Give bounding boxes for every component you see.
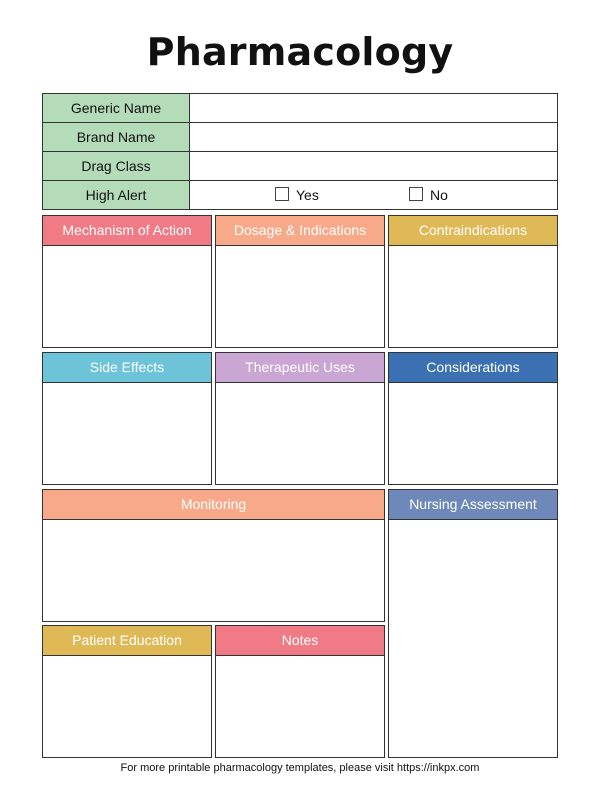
brand-name-field[interactable] bbox=[190, 123, 558, 152]
notes-header: Notes bbox=[216, 626, 384, 656]
high-alert-yes-checkbox[interactable] bbox=[275, 187, 289, 201]
mechanism-of-action-section bbox=[42, 215, 212, 348]
footer-text: For more printable pharmacology templates, please visit https://inkpx.com bbox=[120, 762, 480, 774]
side-effects-section bbox=[42, 352, 212, 485]
monitoring-section bbox=[42, 489, 385, 622]
high-alert-field bbox=[190, 181, 558, 210]
nursing-assessment-header: Nursing Assessment bbox=[389, 490, 557, 520]
therapeutic-uses-area[interactable] bbox=[216, 383, 384, 485]
considerations-header: Considerations bbox=[389, 353, 557, 383]
patient-education-header: Patient Education bbox=[43, 626, 211, 656]
nursing-assessment-area[interactable] bbox=[389, 520, 557, 758]
therapeutic-uses-section bbox=[215, 352, 385, 485]
patient-education-area[interactable] bbox=[43, 656, 211, 758]
considerations-area[interactable] bbox=[389, 383, 557, 485]
info-row-drug-class bbox=[43, 152, 558, 181]
monitoring-header: Monitoring bbox=[43, 490, 384, 520]
high-alert-no-label: No bbox=[430, 187, 448, 203]
dosage-indications-section bbox=[215, 215, 385, 348]
info-row-brand-name bbox=[43, 123, 558, 152]
notes-area[interactable] bbox=[216, 656, 384, 758]
mechanism-of-action-area[interactable] bbox=[43, 246, 211, 348]
drug-class-field[interactable] bbox=[190, 152, 558, 181]
notes-section bbox=[215, 625, 385, 758]
page-title: Pharmacology bbox=[146, 30, 454, 74]
contraindications-section bbox=[388, 215, 558, 348]
side-effects-area[interactable] bbox=[43, 383, 211, 485]
info-row-high-alert bbox=[43, 181, 558, 210]
generic-name-label: Generic Name bbox=[43, 94, 190, 123]
mechanism-of-action-header: Mechanism of Action bbox=[43, 216, 211, 246]
contraindications-area[interactable] bbox=[389, 246, 557, 348]
drug-class-label: Drag Class bbox=[43, 152, 190, 181]
high-alert-no-checkbox[interactable] bbox=[409, 187, 423, 201]
dosage-indications-area[interactable] bbox=[216, 246, 384, 348]
monitoring-area[interactable] bbox=[43, 520, 384, 622]
contraindications-header: Contraindications bbox=[389, 216, 557, 246]
patient-education-section bbox=[42, 625, 212, 758]
info-row-generic-name bbox=[43, 94, 558, 123]
considerations-section bbox=[388, 352, 558, 485]
side-effects-header: Side Effects bbox=[43, 353, 211, 383]
therapeutic-uses-header: Therapeutic Uses bbox=[216, 353, 384, 383]
brand-name-label: Brand Name bbox=[43, 123, 190, 152]
nursing-assessment-section bbox=[388, 489, 558, 758]
generic-name-field[interactable] bbox=[190, 94, 558, 123]
high-alert-yes-label: Yes bbox=[296, 187, 319, 203]
dosage-indications-header: Dosage & Indications bbox=[216, 216, 384, 246]
high-alert-label: High Alert bbox=[43, 181, 190, 210]
drug-info-table bbox=[42, 93, 558, 210]
